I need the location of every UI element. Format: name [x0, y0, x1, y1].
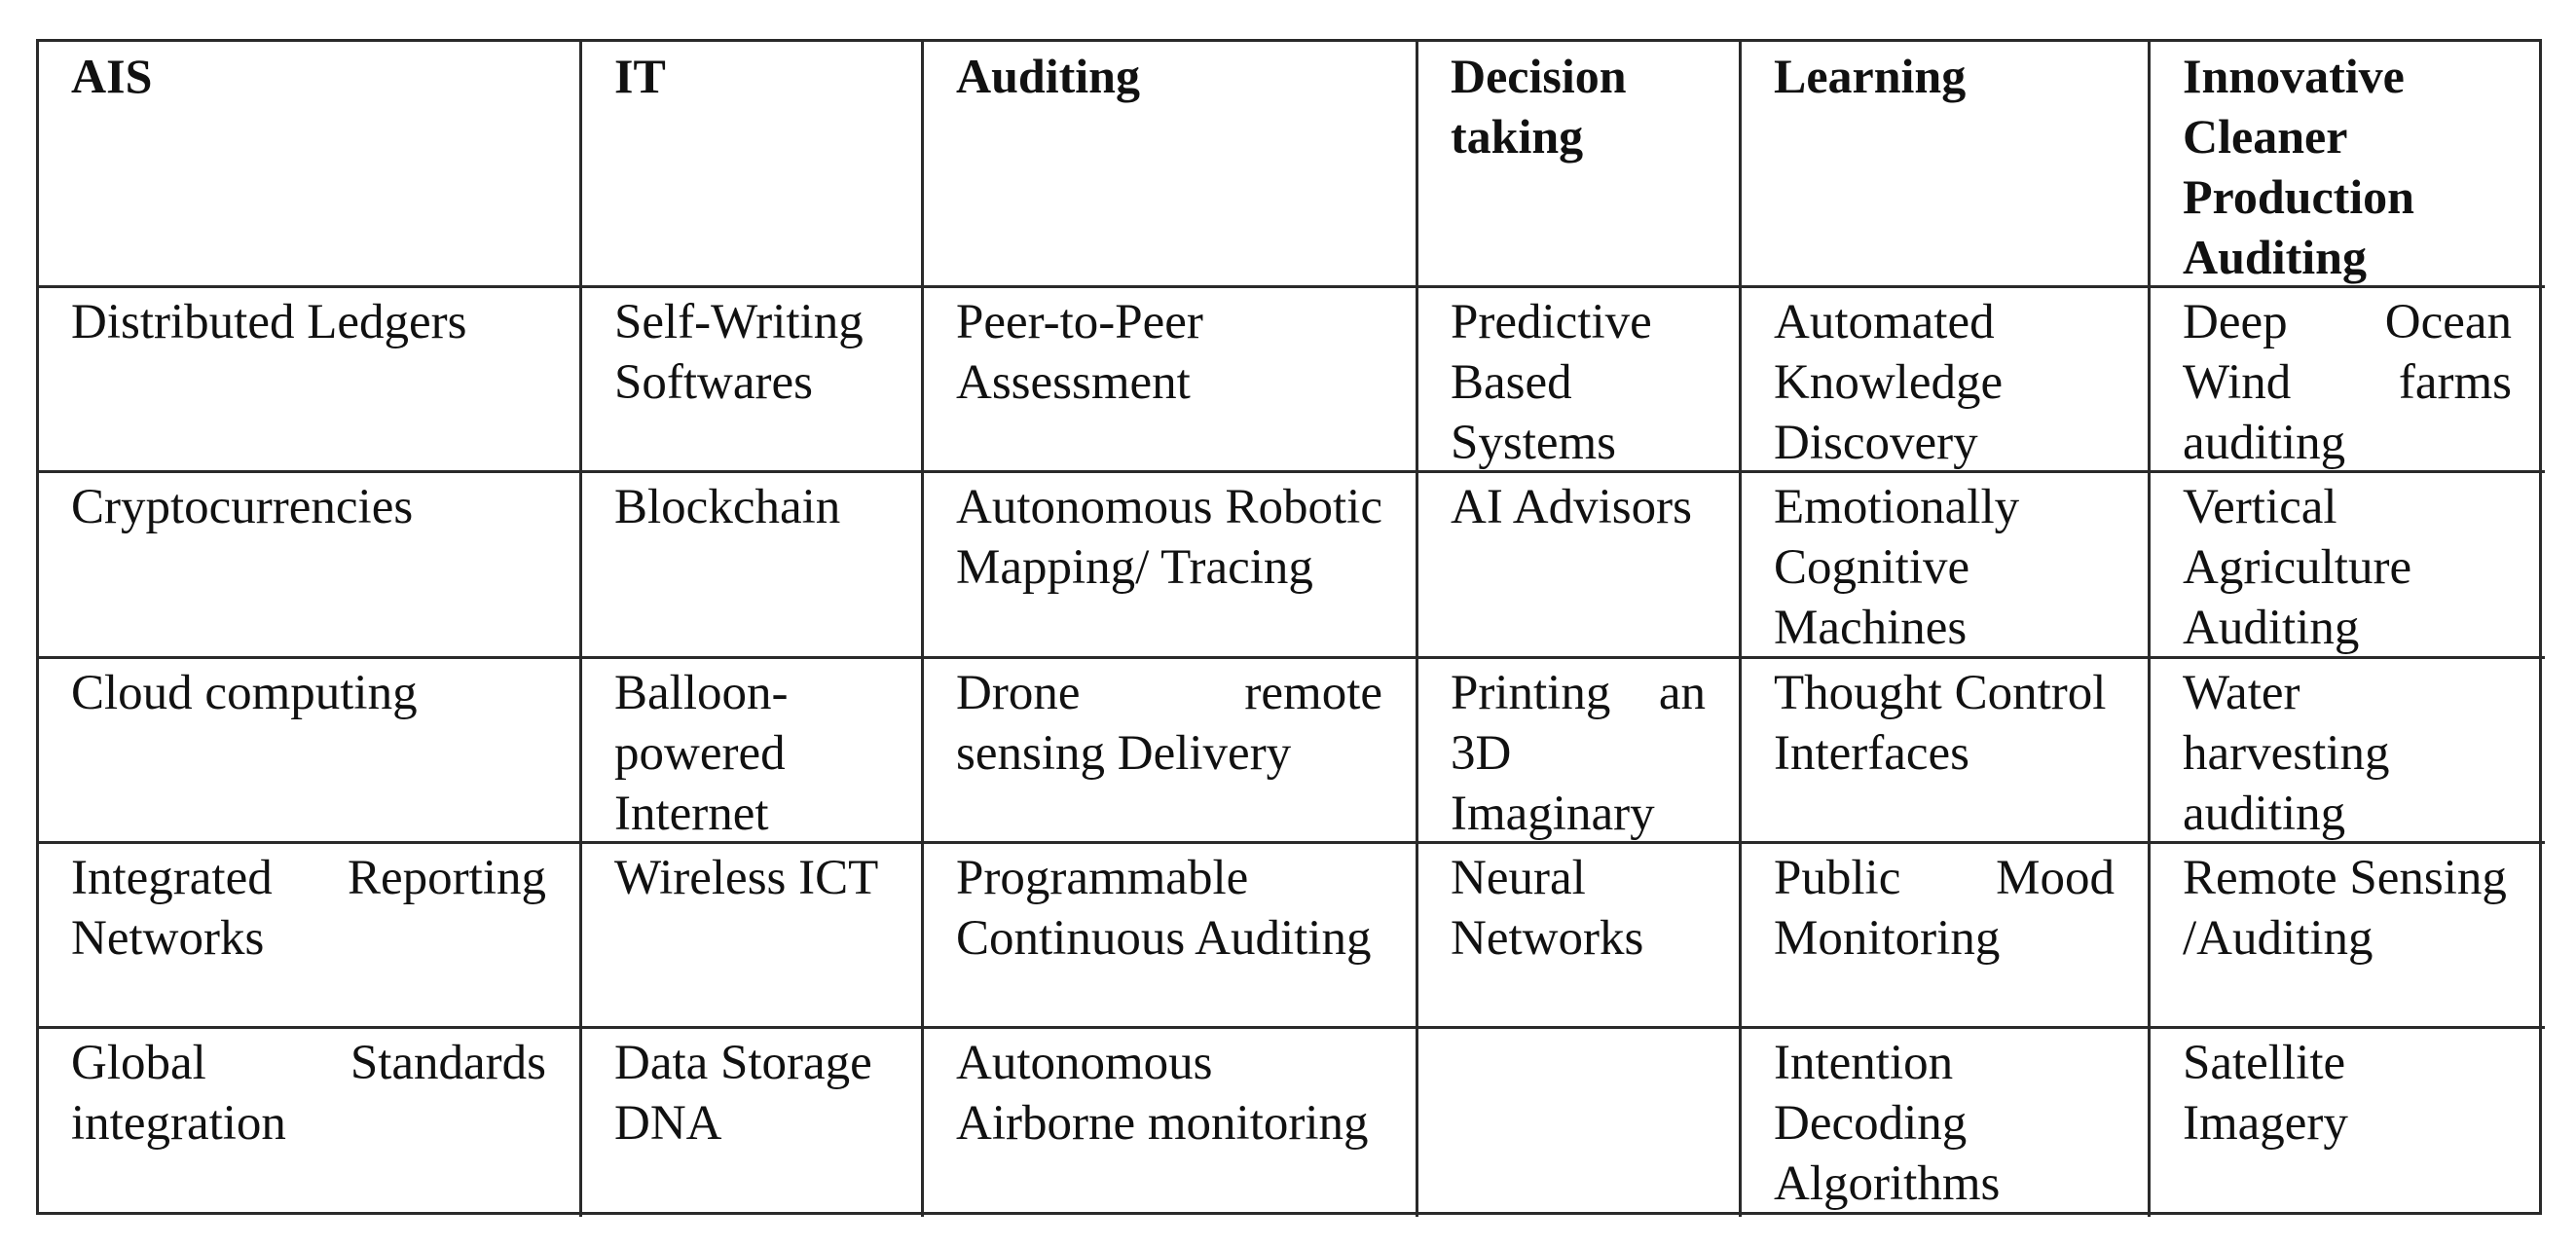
table-cell: Predictive Based Systems	[1418, 288, 1742, 473]
table-cell: Deep Ocean Wind farms auditing	[2151, 288, 2545, 473]
table-cell: Satellite Imagery	[2183, 1036, 2348, 1151]
table-cell: Cloud computing	[39, 659, 582, 844]
table-cell: Programmable Continuous Auditing	[924, 844, 1418, 1029]
table-cell: Thought Control Interfaces	[1742, 659, 2151, 844]
table-cell: Wireless ICT	[582, 844, 924, 1029]
table-cell: Vertical Agriculture Auditing	[2151, 473, 2545, 659]
table-cell: Peer-to-Peer Assessment	[924, 288, 1418, 473]
table-cell: Integrated Reporting Networks	[39, 844, 582, 1029]
table-cell	[1418, 1029, 1742, 1217]
table-cell: Self-Writing Softwares	[582, 288, 924, 473]
table-cell: Emotionally Cognitive Machines	[1742, 473, 2151, 659]
header-innovative-cleaner-production-auditing: Innovative Cleaner Production Auditing	[2151, 42, 2545, 288]
table-cell: Autonomous Airborne monitoring	[924, 1029, 1418, 1217]
table-cell: Drone remote sensing Delivery	[924, 659, 1418, 844]
header-learning: Learning	[1742, 42, 2151, 288]
header-ais: AIS	[39, 42, 582, 288]
table-cell: Automated Knowledge Discovery	[1742, 288, 2151, 473]
table-cell: Printing an 3D Imaginary	[1418, 659, 1742, 844]
table-cell: AI Advisors	[1418, 473, 1742, 659]
table-cell: Remote Sensing /Auditing	[2151, 844, 2545, 1029]
header-it: IT	[582, 42, 924, 288]
technology-table	[36, 39, 2542, 1215]
table-cell: Intention Decoding Algorithms	[1742, 1029, 2151, 1217]
table-cell: Global Standards integration	[39, 1029, 582, 1217]
table-cell: Water harvesting auditing	[2151, 659, 2545, 844]
table-cell: Data Storage DNA	[582, 1029, 924, 1217]
table-cell: Distributed Ledgers	[39, 288, 582, 473]
table-cell: Autonomous Robotic Mapping/ Tracing	[924, 473, 1418, 659]
table-cell: Balloon-powered Internet	[582, 659, 924, 844]
table-cell: Neural Networks	[1418, 844, 1742, 1029]
table-cell: Public Mood Monitoring	[1742, 844, 2151, 1029]
table-cell: Cryptocurrencies	[39, 473, 582, 659]
header-auditing: Auditing	[924, 42, 1418, 288]
header-decision-taking: Decision taking	[1418, 42, 1742, 288]
table-cell: Blockchain	[582, 473, 924, 659]
